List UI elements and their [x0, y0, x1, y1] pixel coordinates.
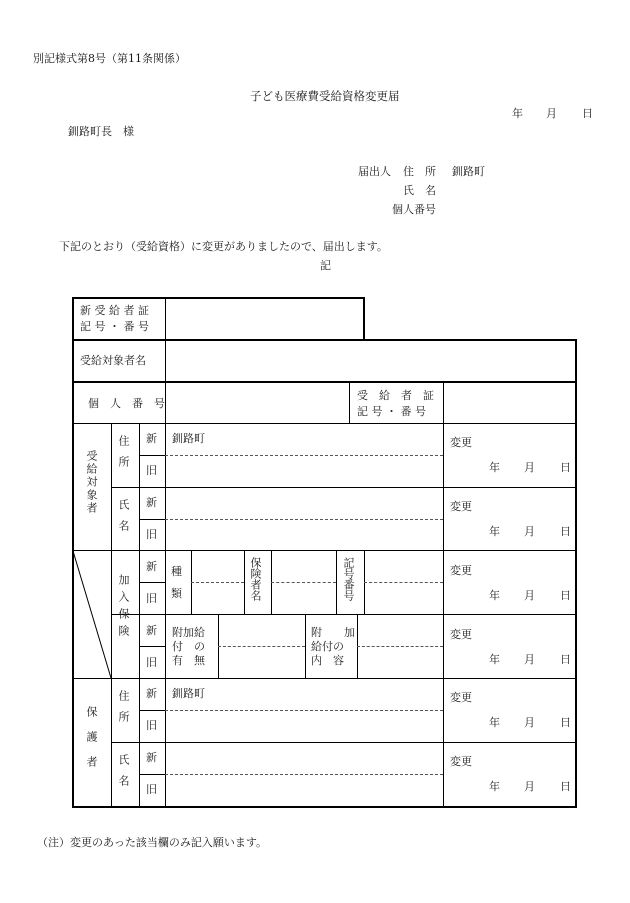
insurance-day: 日 — [560, 589, 571, 602]
supp-change: 変更 — [450, 628, 472, 641]
applicant-address-value: 釧路町 — [452, 165, 485, 178]
recipient-name-change: 変更 — [450, 500, 472, 513]
insurance-new: 新 — [146, 560, 157, 573]
recipient-address-town: 釧路町 — [172, 432, 205, 445]
footnote: （注）変更のあった該当欄のみ記入願います。 — [37, 836, 268, 849]
supp-day: 日 — [560, 653, 571, 666]
ins-type-1: 種 — [171, 565, 182, 578]
supp-content-3: 内 容 — [311, 654, 344, 667]
guardian-name-month: 月 — [524, 780, 535, 793]
guardian-name-year: 年 — [489, 780, 500, 793]
guardian-name-change: 変更 — [450, 755, 472, 768]
guardian-address-old: 旧 — [146, 719, 157, 732]
supp-benefit-2: 付 の — [172, 640, 205, 653]
ins-type-2: 類 — [171, 587, 182, 600]
recipient-name-row-label: 氏名 — [117, 499, 130, 541]
page-title: 子ども医療費受給資格変更届 — [250, 89, 400, 103]
insurance-year: 年 — [489, 589, 500, 602]
recipient-address-old: 旧 — [146, 464, 157, 477]
recipient-name-year: 年 — [489, 525, 500, 538]
recipient-address-change: 変更 — [450, 436, 472, 449]
recipient-address-year: 年 — [489, 461, 500, 474]
addressee: 釧路町長 様 — [68, 125, 134, 138]
recipient-name-new: 新 — [146, 496, 157, 509]
guardian-address-change: 変更 — [450, 691, 472, 704]
section-guardian-label: 保護者 — [85, 706, 98, 781]
guardian-address-label: 住所 — [117, 690, 130, 732]
date-month-label: 月 — [546, 107, 557, 120]
statement-text: 下記のとおり（受給資格）に変更がありましたので、届出します。 — [59, 240, 388, 253]
supp-year: 年 — [489, 653, 500, 666]
recipient-name-day: 日 — [560, 525, 571, 538]
applicant-name-label: 氏 名 — [403, 184, 436, 197]
form-number: 別記様式第8号（第11条関係） — [33, 52, 186, 65]
guardian-address-new: 新 — [146, 687, 157, 700]
supp-new: 新 — [146, 624, 157, 637]
supp-content-1: 附 加 — [311, 626, 355, 639]
guardian-name-label: 氏名 — [117, 754, 130, 796]
applicant-address-label: 住 所 — [403, 165, 436, 178]
applicant-mynumber-label: 個人番号 — [392, 203, 436, 216]
insurance-month: 月 — [524, 589, 535, 602]
supp-benefit-3: 有 無 — [172, 654, 205, 667]
cert-label-1: 受 給 者 証 — [357, 389, 434, 402]
guardian-address-month: 月 — [524, 716, 535, 729]
insurance-change: 変更 — [450, 564, 472, 577]
supp-content-2: 給付の — [311, 640, 344, 653]
section-recipient-label: 受給対象者 — [85, 450, 98, 515]
recipient-name-old: 旧 — [146, 528, 157, 541]
ki-label: 記 — [320, 259, 331, 272]
recipient-name-label: 受給対象者名 — [80, 354, 146, 367]
supp-month: 月 — [524, 653, 535, 666]
supp-benefit-1: 附加給 — [172, 626, 205, 639]
guardian-address-day: 日 — [560, 716, 571, 729]
guardian-name-day: 日 — [560, 780, 571, 793]
new-cert-label-2: 記 号 ・ 番 号 — [80, 320, 149, 333]
new-cert-label-1: 新 受 給 者 証 — [80, 304, 149, 317]
guardian-name-new: 新 — [146, 751, 157, 764]
insurer-name-label: 保険者名 — [249, 557, 262, 601]
guardian-address-town: 釧路町 — [172, 687, 205, 700]
insurance-old: 旧 — [146, 592, 157, 605]
recipient-address-day: 日 — [560, 461, 571, 474]
guardian-address-year: 年 — [489, 716, 500, 729]
recipient-address-month: 月 — [524, 461, 535, 474]
recipient-address-new: 新 — [146, 432, 157, 445]
recipient-address-label: 住所 — [117, 435, 130, 477]
diagonal-slash — [73, 551, 111, 678]
symbol-number-label: 記号番号 — [342, 557, 355, 601]
applicant-label: 届出人 — [358, 165, 391, 178]
cert-label-2: 記 号 ・ 番 号 — [357, 405, 426, 418]
section-insurance-label: 加入保険 — [117, 574, 130, 642]
recipient-name-month: 月 — [524, 525, 535, 538]
date-day-label: 日 — [582, 107, 593, 120]
personal-number-label: 個 人 番 号 — [88, 397, 165, 410]
date-year-label: 年 — [512, 107, 523, 120]
guardian-name-old: 旧 — [146, 783, 157, 796]
supp-old: 旧 — [146, 656, 157, 669]
